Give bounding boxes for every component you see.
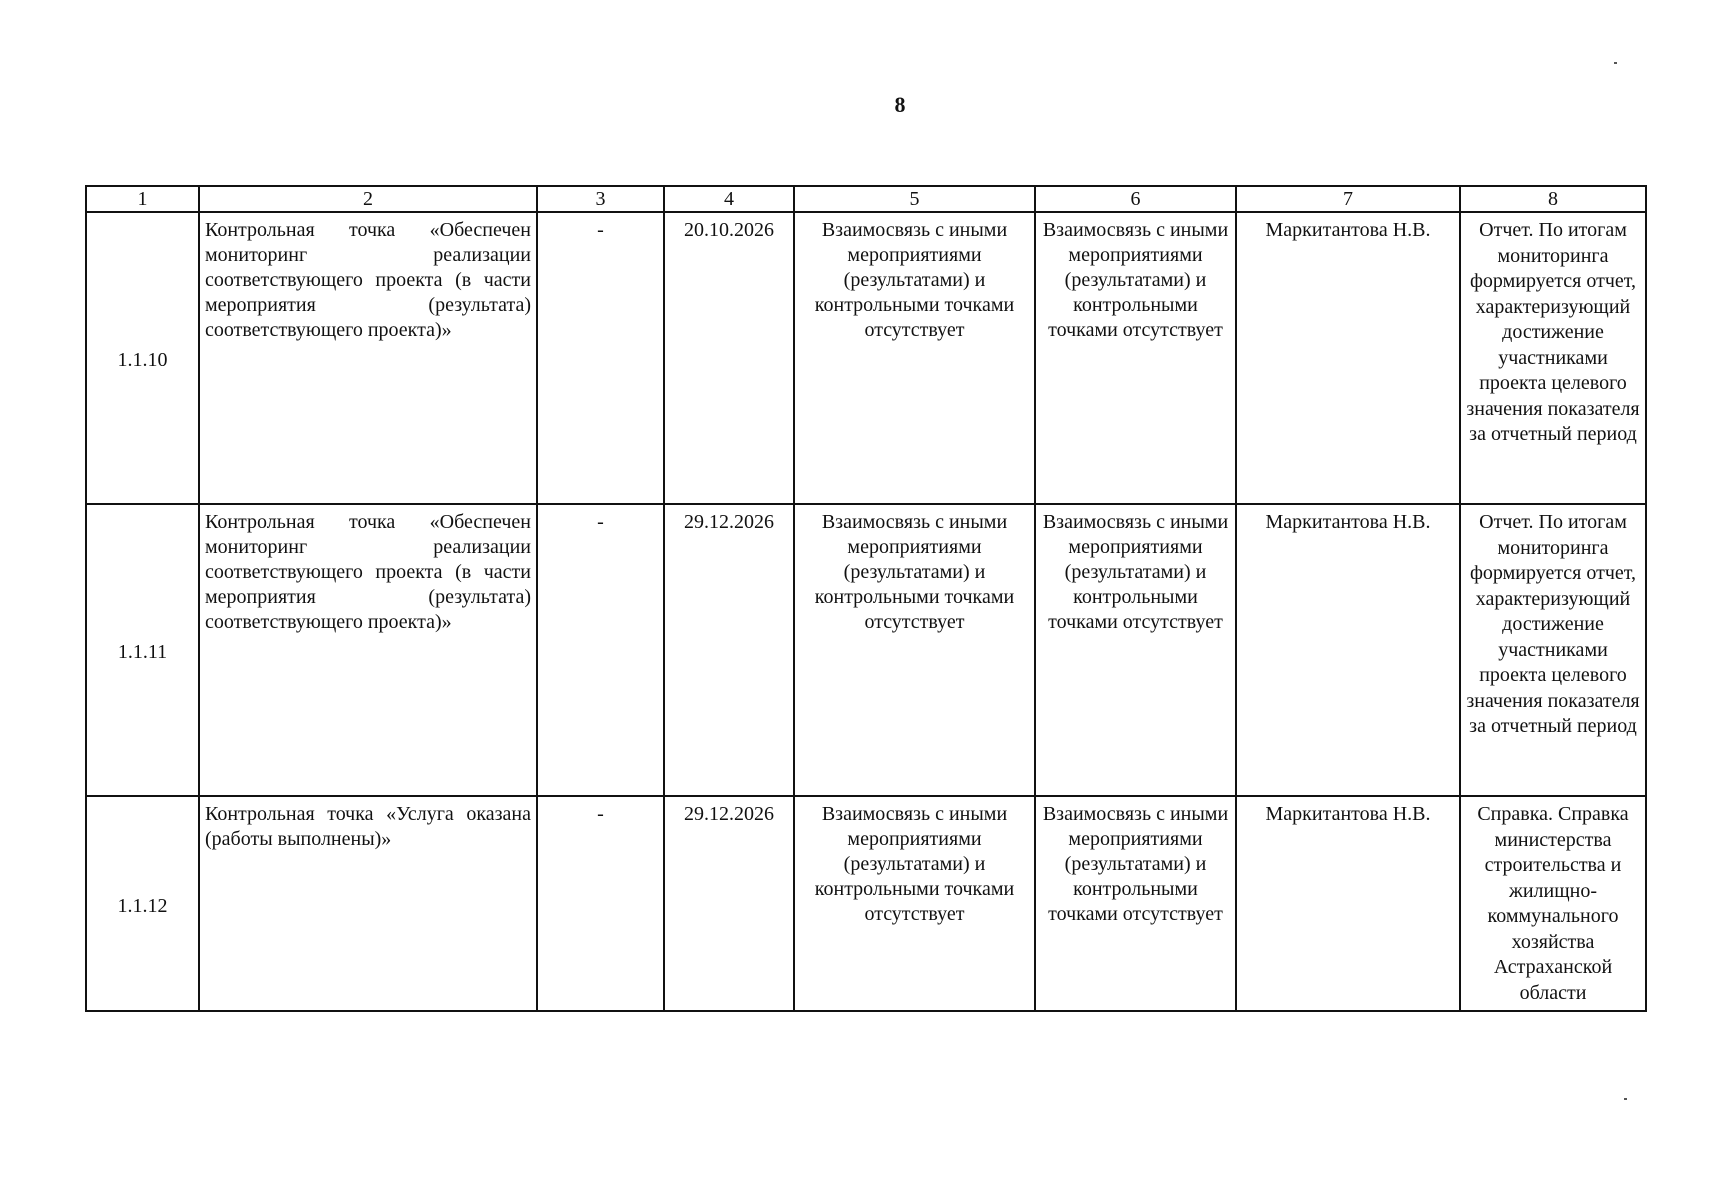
row-number-cell: 1.1.10: [86, 212, 199, 504]
responsible-cell: Маркитантова Н.В.: [1236, 212, 1460, 504]
document-cell: Отчет. По итогам мониторинга формируется отчет, характеризующий достижение участниками проекта целевого значения показателя за отчетный период: [1460, 504, 1646, 796]
page-number: 8: [894, 92, 906, 117]
scan-speck: [1624, 1098, 1627, 1100]
column-header-2: 2: [199, 186, 537, 212]
date-cell: 29.12.2026: [664, 796, 794, 1011]
column-header-1: 1: [86, 186, 199, 212]
control-point-name-cell: Контрольная точка «Обеспечен мониторинг реализации соответствующего проекта (в части мероприятия (результата) соответствующего проекта)»: [199, 212, 537, 504]
column-header-6: 6: [1035, 186, 1236, 212]
responsible-cell: Маркитантова Н.В.: [1236, 796, 1460, 1011]
row-number-cell: 1.1.11: [86, 504, 199, 796]
column-3-cell: -: [537, 796, 664, 1011]
column-header-4: 4: [664, 186, 794, 212]
relation-cell: Взаимосвязь с иными мероприятиями (результатами) и контрольными точками отсутствует: [1035, 212, 1236, 504]
column-header-3: 3: [537, 186, 664, 212]
table-header-row: [86, 186, 1646, 212]
relation-cell: Взаимосвязь с иными мероприятиями (результатами) и контрольными точками отсутствует: [794, 796, 1035, 1011]
schedule-table: [85, 185, 1647, 1012]
column-3-cell: -: [537, 212, 664, 504]
row-number-cell: 1.1.12: [86, 796, 199, 1011]
column-header-7: 7: [1236, 186, 1460, 212]
scan-speck: [1614, 62, 1617, 64]
document-cell: Справка. Справка министерства строительства и жилищно-коммунального хозяйства Астраханской области: [1460, 796, 1646, 1011]
date-cell: 29.12.2026: [664, 504, 794, 796]
relation-cell: Взаимосвязь с иными мероприятиями (результатами) и контрольными точками отсутствует: [794, 504, 1035, 796]
column-header-5: 5: [794, 186, 1035, 212]
date-cell: 20.10.2026: [664, 212, 794, 504]
table-row: [86, 504, 1646, 796]
document-cell: Отчет. По итогам мониторинга формируется отчет, характеризующий достижение участниками проекта целевого значения показателя за отчетный период: [1460, 212, 1646, 504]
relation-cell: Взаимосвязь с иными мероприятиями (результатами) и контрольными точками отсутствует: [1035, 796, 1236, 1011]
control-point-name-cell: Контрольная точка «Услуга оказана (работы выполнены)»: [199, 796, 537, 1011]
table-row: [86, 796, 1646, 1011]
relation-cell: Взаимосвязь с иными мероприятиями (результатами) и контрольными точками отсутствует: [1035, 504, 1236, 796]
control-point-name-cell: Контрольная точка «Обеспечен мониторинг реализации соответствующего проекта (в части мероприятия (результата) соответствующего проекта)»: [199, 504, 537, 796]
column-header-8: 8: [1460, 186, 1646, 212]
table-row: [86, 212, 1646, 504]
responsible-cell: Маркитантова Н.В.: [1236, 504, 1460, 796]
column-3-cell: -: [537, 504, 664, 796]
relation-cell: Взаимосвязь с иными мероприятиями (результатами) и контрольными точками отсутствует: [794, 212, 1035, 504]
